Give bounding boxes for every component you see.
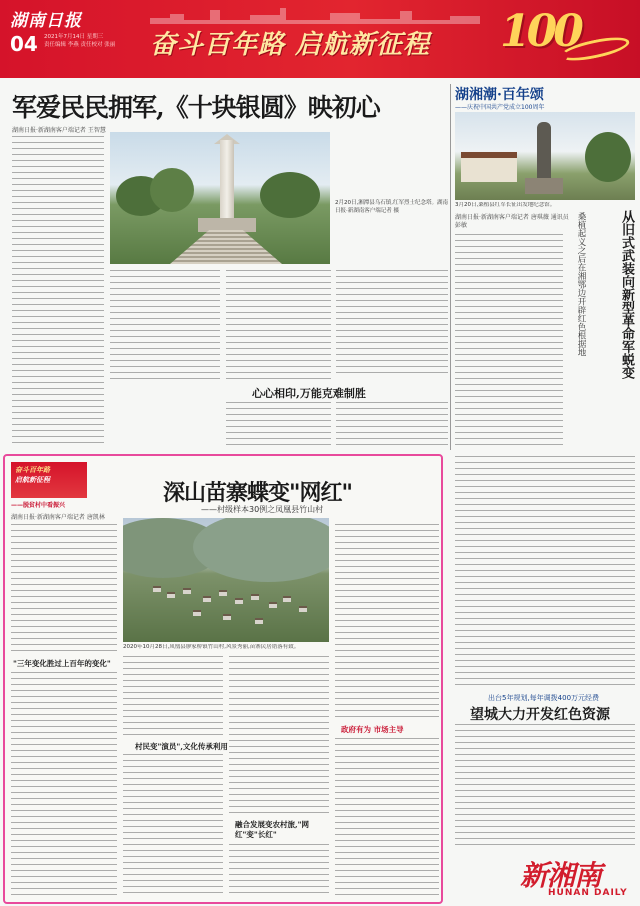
issue-date: 2021年7月14日 星期三 <box>44 34 104 40</box>
badge-line2: 启航新征程 <box>15 476 50 484</box>
right-body <box>455 234 563 448</box>
feature-body-col1 <box>11 524 117 652</box>
feature-badge <box>11 462 87 498</box>
feature-body-col4 <box>335 524 439 720</box>
watermark-logo: 新湘南 <box>520 859 602 892</box>
right-subtitle: 桑植起义之后在湘鄂边开辟红色根据地 <box>576 212 586 357</box>
feature-subtitle: ——村级样本30例之凤凰县竹山村 <box>201 505 324 514</box>
feature-section3-heading: 融合发展变农村旅,"网红"变"长红" <box>235 820 310 839</box>
commentary-heading: 政府有为 市场主导 <box>341 725 404 734</box>
lead-body-col4 <box>336 270 448 376</box>
masthead <box>0 0 640 78</box>
feature-photo-caption: 2020年10月28日,凤凰县廖家桥镇竹山村,风景秀丽,苗寨民居错落有致。 <box>123 644 300 650</box>
feature-headline: 深山苗寨蝶变"网红" <box>163 480 352 506</box>
badge-subtitle: ——脱贫村中看振兴 <box>11 502 66 509</box>
lead-commentary-col1 <box>226 402 331 450</box>
feature-body-col1b <box>11 672 117 898</box>
lead-headline: 军爱民民拥军,《十块银圆》映初心 <box>12 93 380 122</box>
monument-photo <box>110 132 330 264</box>
section-subtitle: ——庆祝中国共产党成立100周年 <box>455 104 545 111</box>
right-photo-caption: 3月20日,桑植县红军长征出发地纪念馆。 <box>455 202 556 208</box>
masthead-logo: 湖南日报 <box>10 11 82 31</box>
lead-body-col3 <box>226 270 331 382</box>
anniversary-logo: 100 <box>500 6 580 57</box>
village-photo <box>123 518 329 642</box>
lead-body-col1 <box>12 136 104 448</box>
lead-byline: 湖南日报·新湖南客户端记者 王智慧 <box>12 127 106 134</box>
bottom-right-kicker: 出台5年规划,每年调拨400万元经费 <box>488 694 600 702</box>
commentary-body <box>335 738 439 898</box>
feature-byline: 湖南日报·新湖南客户端记者 唐凯林 <box>11 514 105 521</box>
feature-body-col2 <box>123 656 223 736</box>
issue-editors: 责任编辑 李燕 责任校对 张丽 <box>44 42 116 48</box>
masthead-slogan: 奋斗百年路 启航新征程 <box>150 30 431 60</box>
lead-commentary-col2 <box>336 402 448 450</box>
watermark-english: HUNAN DAILY <box>548 888 628 898</box>
section-title: 湖湘潮·百年颂 <box>455 87 544 103</box>
page-number: 04 <box>10 32 38 56</box>
badge-line1: 奋斗百年路 <box>15 466 50 474</box>
feature-section2-heading: 村民变"演员",文化传承利用 <box>135 742 228 751</box>
lead-photo-caption: 2月20日,湘潭县乌石镇,红军烈士纪念塔。湖南日报·新湖南客户端记者 摄 <box>335 200 448 214</box>
right-headline: 从旧式武装向新型革命军蜕变 <box>619 210 634 379</box>
bottom-right-headline: 望城大力开发红色资源 <box>470 707 610 723</box>
lead-body-col2 <box>110 270 220 382</box>
issue-meta <box>44 33 134 49</box>
statue-photo <box>455 112 635 200</box>
lead-subheading: 心心相印,万能克难制胜 <box>252 387 366 400</box>
feature-body-col3 <box>229 656 329 816</box>
column-divider <box>450 84 451 450</box>
feature-body-col2b <box>123 754 223 898</box>
right-byline: 湖南日报·新湖南客户端记者 唐琪薇 通讯员 彭敏 <box>455 214 569 229</box>
feature-article-box <box>3 454 443 904</box>
right-body-continued <box>455 456 635 686</box>
feature-body-col3b <box>229 844 329 898</box>
bottom-right-body <box>455 724 635 850</box>
feature-section1-heading: "三年变化胜过上百年的变化" <box>13 659 111 668</box>
city-skyline-icon <box>150 6 480 24</box>
